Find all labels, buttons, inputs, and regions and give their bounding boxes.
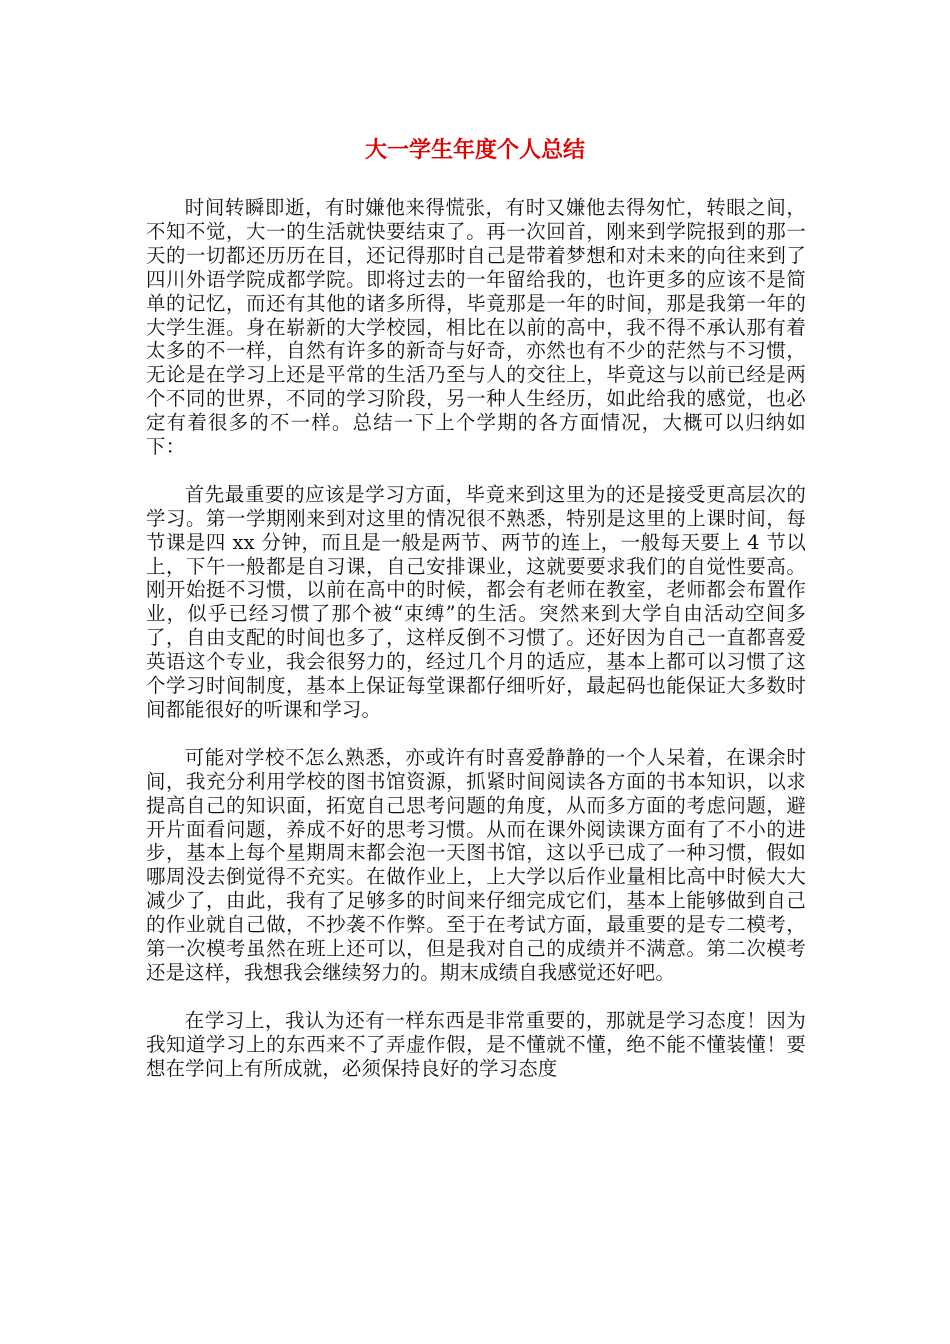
paragraph-1: 时间转瞬即逝，有时嫌他来得慌张，有时又嫌他去得匆忙，转眼之间，不知不觉，大一的生活就快要结束了。再一次回首，刚来到学院报到的那一天的一切都还历历在目，还记得那时自己是带着梦想和对未来的向往来到了四川外语学院成都学院。即将过去的一年留给我的，也许更多的应该不是简单的记忆，而还有其他的诸多所得，毕竟那是一年的时间，那是我第一年的大学生涯。身在崭新的大学校园，相比在以前的高中，我不得不承认那有着太多的不一样，自然有许多的新奇与好奇，亦然也有不少的茫然与不习惯，无论是在学习上还是平常的生活乃至与人的交往上，毕竟这与以前已经是两个不同的世界，不同的学习阶段，另一种人生经历，如此给我的感觉，也必定有着很多的不一样。总结一下上个学期的各方面情况，大概可以归纳如下：	[146, 196, 806, 459]
paragraph-3: 可能对学校不怎么熟悉，亦或许有时喜爱静静的一个人呆着，在课余时间，我充分利用学校的图书馆资源，抓紧时间阅读各方面的书本知识，以求提高自己的知识面，拓宽自己思考问题的角度，从而多方面的考虑问题，避开片面看问题，养成不好的思考习惯。从而在课外阅读课方面有了不小的进步，基本上每个星期周末都会泡一天图书馆，这以乎已成了一种习惯，假如哪周没去倒觉得不充实。在做作业上，上大学以后作业量相比高中时候大大减少了，由此，我有了足够多的时间来仔细完成它们，基本上能够做到自己的作业就自己做，不抄袭不作弊。至于在考试方面，最重要的是专二模考，第一次模考虽然在班上还可以，但是我对自己的成绩并不满意。第二次模考还是这样，我想我会继续努力的。期末成绩自我感觉还好吧。	[146, 745, 806, 984]
document-body	[146, 196, 806, 1104]
document-title: 大一学生年度个人总结	[364, 138, 585, 163]
paragraph-4: 在学习上，我认为还有一样东西是非常重要的，那就是学习态度！因为我知道学习上的东西来不了弄虚作假，是不懂就不懂，绝不能不懂装懂！要想在学问上有所成就，必须保持良好的学习态度	[146, 1008, 806, 1080]
paragraph-2: 首先最重要的应该是学习方面，毕竟来到这里为的还是接受更高层次的学习。第一学期刚来到对这里的情况很不熟悉，特别是这里的上课时间，每节课是四 xx 分钟，而且是一般是两节、两节的连上，一般每天要上 4 节以上，下午一般都是自习课，自己安排课业，这就要要求我们的自觉性要高。刚开始挺不习惯，以前在高中的时候，都会有老师在教室，老师都会布置作业，似乎已经习惯了那个被“束缚”的生活。突然来到大学自由活动空间多了，自由支配的时间也多了，这样反倒不习惯了。还好因为自己一直都喜爱英语这个专业，我会很努力的，经过几个月的适应，基本上都可以习惯了这个学习时间制度，基本上保证每堂课都仔细听好，最起码也能保证大多数时间都能很好的听课和学习。	[146, 482, 806, 722]
